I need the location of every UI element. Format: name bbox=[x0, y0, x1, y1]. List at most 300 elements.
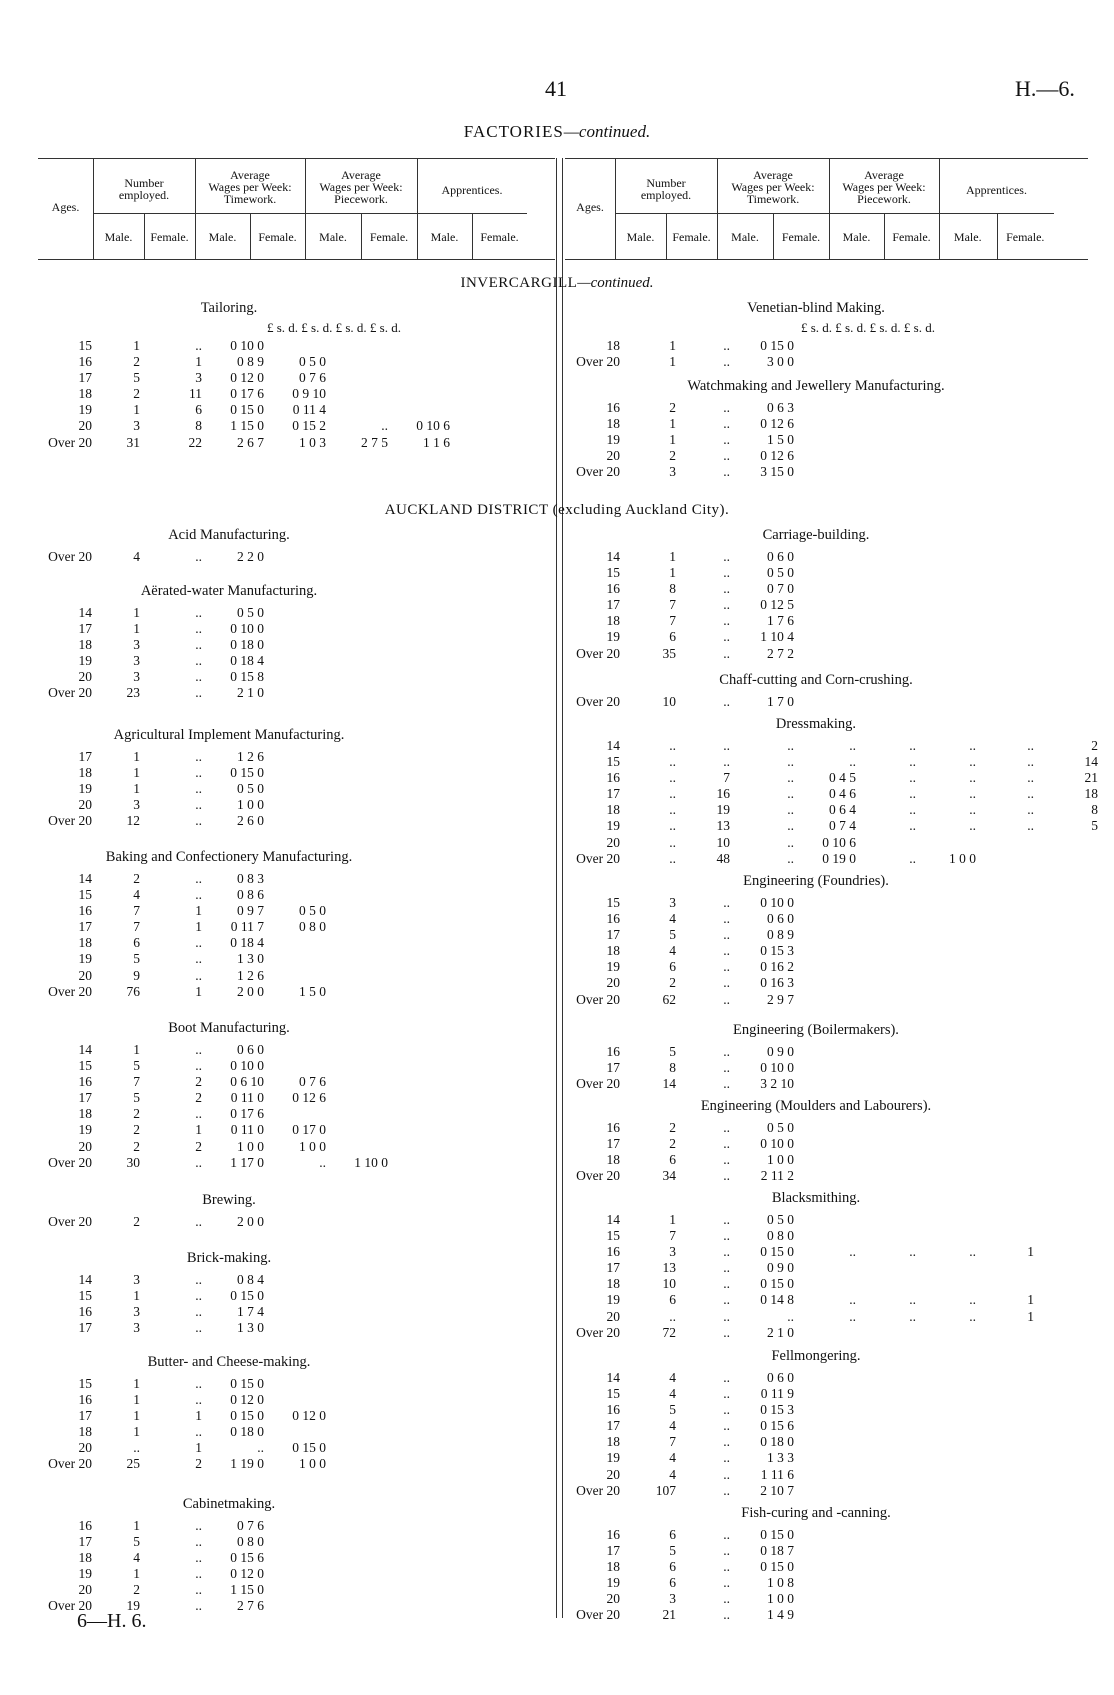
value-cell bbox=[980, 1483, 1038, 1499]
value-cell: 0 8 3 bbox=[237, 871, 264, 886]
industry-title: Fish-curing and -canning. bbox=[741, 1505, 891, 1521]
value-cell bbox=[1038, 1044, 1102, 1060]
value-cell: .. bbox=[849, 738, 856, 753]
value-cell bbox=[330, 1074, 392, 1090]
value-cell: .. bbox=[195, 637, 202, 653]
data-table bbox=[34, 605, 454, 702]
value-cell bbox=[1038, 911, 1102, 927]
age-cell: 19 bbox=[606, 818, 620, 834]
column-header-right bbox=[565, 158, 1088, 260]
value-cell: 4 bbox=[133, 549, 140, 564]
age-cell: 16 bbox=[606, 1527, 620, 1542]
table-row bbox=[568, 400, 1102, 416]
value-cell bbox=[330, 1582, 392, 1598]
value-cell bbox=[392, 386, 454, 402]
auckland-district-heading: AUCKLAND DISTRICT (excluding Auckland City). bbox=[384, 502, 730, 518]
value-cell bbox=[392, 919, 454, 935]
value-cell bbox=[980, 1450, 1038, 1466]
table-row bbox=[568, 1591, 1102, 1607]
female-header: Female. bbox=[480, 230, 519, 244]
table-row bbox=[34, 669, 454, 685]
value-cell bbox=[392, 1392, 454, 1408]
table-row bbox=[34, 1214, 454, 1230]
value-cell: .. bbox=[195, 1518, 202, 1533]
value-cell bbox=[392, 1304, 454, 1320]
value-cell: 2 2 0 bbox=[237, 549, 264, 564]
value-cell: .. bbox=[909, 738, 916, 753]
data-table bbox=[568, 1527, 1102, 1624]
value-cell: 0 16 2 bbox=[760, 959, 794, 975]
value-cell: .. bbox=[669, 818, 676, 834]
value-cell bbox=[920, 581, 980, 597]
value-cell: 8 bbox=[195, 418, 202, 434]
value-cell: 25 bbox=[126, 1456, 140, 1472]
value-cell: 1 7 6 bbox=[767, 613, 794, 629]
industry-title: Tailoring. bbox=[200, 300, 258, 316]
value-cell: .. bbox=[723, 1212, 730, 1227]
value-cell bbox=[980, 1418, 1038, 1434]
value-cell bbox=[920, 694, 980, 710]
data-table bbox=[568, 1370, 1102, 1499]
table-row bbox=[568, 1276, 1102, 1292]
table-row bbox=[34, 1090, 454, 1106]
value-cell: 1 0 0 bbox=[237, 1138, 264, 1154]
value-cell bbox=[980, 1559, 1038, 1575]
value-cell bbox=[920, 959, 980, 975]
value-cell: 0 12 6 bbox=[760, 416, 794, 432]
value-cell: 2 7 6 bbox=[237, 1598, 264, 1614]
value-cell: 6 bbox=[669, 629, 676, 645]
value-cell: .. bbox=[723, 416, 730, 432]
age-cell: 17 bbox=[78, 1320, 92, 1336]
value-cell bbox=[798, 1076, 860, 1092]
value-cell: 3 bbox=[133, 1272, 140, 1287]
value-cell bbox=[920, 613, 980, 629]
value-cell bbox=[980, 549, 1038, 565]
value-cell: .. bbox=[723, 1276, 730, 1292]
table-row bbox=[34, 968, 454, 984]
value-cell bbox=[860, 1402, 920, 1418]
value-cell bbox=[798, 1543, 860, 1559]
value-cell bbox=[392, 549, 454, 565]
table-row bbox=[568, 959, 1102, 975]
age-cell: Over 20 bbox=[576, 850, 620, 866]
value-cell: 0 12 0 bbox=[292, 1408, 326, 1424]
data-table bbox=[34, 871, 454, 1000]
age-cell: 17 bbox=[606, 786, 620, 802]
value-cell bbox=[860, 1260, 920, 1276]
value-cell bbox=[1038, 1607, 1102, 1623]
value-cell: 0 9 10 bbox=[292, 386, 326, 402]
value-cell: .. bbox=[849, 1292, 856, 1308]
value-cell bbox=[392, 1440, 454, 1456]
value-cell: 0 7 6 bbox=[299, 370, 326, 386]
industry-title: Venetian-blind Making. bbox=[747, 300, 885, 316]
value-cell bbox=[1038, 959, 1102, 975]
value-cell: 1 bbox=[1027, 1244, 1034, 1260]
value-cell: 2 bbox=[669, 400, 676, 415]
value-cell: .. bbox=[1027, 802, 1034, 818]
value-cell bbox=[1038, 1325, 1102, 1341]
value-cell bbox=[330, 1122, 392, 1138]
age-cell: 14 bbox=[78, 1042, 92, 1057]
table-row bbox=[568, 1559, 1102, 1575]
value-cell bbox=[392, 797, 454, 813]
value-cell bbox=[392, 813, 454, 829]
value-cell bbox=[860, 943, 920, 959]
value-cell: .. bbox=[195, 685, 202, 701]
value-cell: 1 7 0 bbox=[767, 694, 794, 709]
value-cell: 0 15 0 bbox=[230, 402, 264, 418]
table-row bbox=[34, 797, 454, 813]
value-cell bbox=[980, 1044, 1038, 1060]
table-row bbox=[568, 835, 1102, 851]
value-cell bbox=[980, 1060, 1038, 1076]
value-cell: 0 18 4 bbox=[230, 935, 264, 951]
value-cell bbox=[268, 887, 330, 903]
value-cell bbox=[330, 1288, 392, 1304]
table-row bbox=[34, 1155, 454, 1171]
female-header: Female. bbox=[892, 230, 931, 244]
value-cell bbox=[330, 1106, 392, 1122]
value-cell: 1 bbox=[195, 983, 202, 999]
value-cell: .. bbox=[669, 850, 676, 866]
table-row bbox=[568, 1260, 1102, 1276]
value-cell bbox=[392, 1456, 454, 1472]
value-cell bbox=[860, 1450, 920, 1466]
value-cell bbox=[1038, 1575, 1102, 1591]
age-cell: 18 bbox=[78, 1424, 92, 1440]
value-cell: .. bbox=[195, 1272, 202, 1287]
value-cell: .. bbox=[195, 1598, 202, 1614]
value-cell: .. bbox=[723, 1386, 730, 1402]
value-cell bbox=[798, 927, 860, 943]
value-cell bbox=[920, 1386, 980, 1402]
value-cell: .. bbox=[319, 1154, 326, 1170]
table-row bbox=[34, 637, 454, 653]
data-table bbox=[34, 549, 454, 565]
value-cell: .. bbox=[723, 1466, 730, 1482]
age-cell: 17 bbox=[606, 1136, 620, 1152]
age-cell: 17 bbox=[606, 597, 620, 613]
table-row bbox=[34, 685, 454, 701]
value-cell: 1 0 0 bbox=[237, 797, 264, 813]
age-cell: 18 bbox=[606, 1559, 620, 1575]
value-cell: 1 0 0 bbox=[767, 1152, 794, 1168]
value-cell: 0 15 0 bbox=[292, 1440, 326, 1456]
value-cell bbox=[392, 1424, 454, 1440]
age-cell: 16 bbox=[606, 581, 620, 597]
age-cell: 16 bbox=[78, 354, 92, 370]
table-row bbox=[568, 1120, 1102, 1136]
value-cell bbox=[920, 1136, 980, 1152]
value-cell: .. bbox=[195, 669, 202, 685]
table-row bbox=[568, 581, 1102, 597]
value-cell bbox=[798, 959, 860, 975]
value-cell: 1 1 6 bbox=[423, 434, 450, 450]
value-cell: .. bbox=[723, 1168, 730, 1184]
value-cell: .. bbox=[723, 1450, 730, 1466]
data-table bbox=[568, 549, 1102, 662]
male-header: Male. bbox=[104, 230, 133, 244]
value-cell bbox=[1038, 851, 1102, 867]
data-table bbox=[568, 1120, 1102, 1184]
age-cell: 20 bbox=[606, 975, 620, 991]
age-cell: 15 bbox=[606, 565, 620, 581]
value-cell bbox=[392, 354, 454, 370]
table-row bbox=[568, 1152, 1102, 1168]
value-cell bbox=[920, 1120, 980, 1136]
value-cell: 1 3 0 bbox=[237, 951, 264, 967]
value-cell: .. bbox=[133, 1440, 140, 1456]
value-cell bbox=[1038, 1076, 1102, 1092]
value-cell: .. bbox=[723, 1308, 730, 1324]
column-divider bbox=[556, 158, 563, 1618]
value-cell: .. bbox=[195, 549, 202, 564]
value-cell bbox=[392, 781, 454, 797]
value-cell bbox=[1038, 1152, 1102, 1168]
value-cell bbox=[268, 1534, 330, 1550]
value-cell bbox=[268, 669, 330, 685]
value-cell bbox=[860, 1228, 920, 1244]
value-cell bbox=[860, 597, 920, 613]
value-cell: .. bbox=[909, 1244, 916, 1260]
age-cell: 18 bbox=[78, 765, 92, 781]
data-table bbox=[34, 1042, 454, 1171]
value-cell bbox=[330, 1139, 392, 1155]
value-cell bbox=[980, 629, 1038, 645]
value-cell bbox=[330, 354, 392, 370]
table-row bbox=[34, 1272, 454, 1288]
value-cell bbox=[980, 1212, 1038, 1228]
value-cell: .. bbox=[195, 1550, 202, 1566]
table-row bbox=[568, 851, 1102, 867]
age-cell: 14 bbox=[606, 1370, 620, 1385]
value-cell: .. bbox=[195, 621, 202, 637]
value-cell: 0 4 6 bbox=[829, 786, 856, 802]
value-cell: .. bbox=[723, 694, 730, 709]
table-row bbox=[34, 871, 454, 887]
table-row bbox=[568, 1244, 1102, 1260]
age-cell: 15 bbox=[78, 1058, 92, 1074]
age-cell: 18 bbox=[78, 1550, 92, 1566]
age-cell: 19 bbox=[606, 1575, 620, 1591]
value-cell: 5 bbox=[133, 370, 140, 386]
table-row bbox=[34, 1582, 454, 1598]
table-row bbox=[34, 1456, 454, 1472]
value-cell: 1 bbox=[1027, 1308, 1034, 1324]
table-row bbox=[568, 549, 1102, 565]
value-cell bbox=[330, 1320, 392, 1336]
currency-header: £ s. d. £ s. d. £ s. d. £ s. d. bbox=[801, 320, 935, 335]
value-cell bbox=[980, 581, 1038, 597]
table-row bbox=[34, 813, 454, 829]
table-row bbox=[34, 1122, 454, 1138]
value-cell: 0 6 0 bbox=[767, 1370, 794, 1385]
value-cell bbox=[1038, 432, 1102, 448]
value-cell bbox=[330, 887, 392, 903]
value-cell: 1 bbox=[133, 1042, 140, 1057]
value-cell: 1 bbox=[133, 605, 140, 620]
data-table bbox=[568, 694, 1102, 710]
table-row bbox=[568, 927, 1102, 943]
age-cell: 16 bbox=[606, 1044, 620, 1059]
value-cell: 3 0 0 bbox=[767, 354, 794, 370]
table-row bbox=[34, 903, 454, 919]
value-cell: .. bbox=[723, 645, 730, 661]
age-cell: 19 bbox=[78, 653, 92, 669]
data-table bbox=[568, 1044, 1102, 1092]
value-cell bbox=[1038, 1543, 1102, 1559]
value-cell bbox=[1038, 1168, 1102, 1184]
value-cell bbox=[330, 1090, 392, 1106]
table-row bbox=[568, 1370, 1102, 1386]
age-cell: 15 bbox=[606, 1228, 620, 1244]
value-cell bbox=[1038, 1309, 1102, 1325]
age-cell: Over 20 bbox=[48, 1456, 92, 1472]
value-cell: 0 15 0 bbox=[230, 1376, 264, 1391]
age-cell: 20 bbox=[78, 967, 92, 983]
value-cell bbox=[798, 1228, 860, 1244]
value-cell: 5 bbox=[1091, 818, 1098, 834]
value-cell: 8 bbox=[669, 581, 676, 597]
age-cell: 20 bbox=[78, 1440, 92, 1456]
value-cell bbox=[980, 1120, 1038, 1136]
value-cell: 19 bbox=[716, 802, 730, 818]
value-cell: 13 bbox=[716, 818, 730, 834]
age-cell: 15 bbox=[606, 1386, 620, 1402]
industry-title: Watchmaking and Jewellery Manufacturing. bbox=[687, 378, 945, 394]
value-cell: 0 15 6 bbox=[230, 1550, 264, 1566]
value-cell: .. bbox=[195, 1424, 202, 1440]
value-cell: 0 8 6 bbox=[237, 887, 264, 903]
value-cell: 1 bbox=[195, 354, 202, 370]
value-cell: 16 bbox=[716, 786, 730, 802]
value-cell: 3 bbox=[669, 464, 676, 480]
value-cell: .. bbox=[969, 770, 976, 786]
value-cell: 1 bbox=[133, 765, 140, 781]
value-cell: .. bbox=[969, 738, 976, 753]
value-cell: 3 bbox=[669, 895, 676, 910]
value-cell bbox=[798, 1276, 860, 1292]
value-cell bbox=[1038, 1527, 1102, 1543]
value-cell bbox=[798, 975, 860, 991]
value-cell: .. bbox=[669, 1308, 676, 1324]
value-cell: .. bbox=[195, 1320, 202, 1336]
age-cell: Over 20 bbox=[576, 1482, 620, 1498]
age-cell: 18 bbox=[606, 338, 620, 353]
table-row bbox=[568, 992, 1102, 1008]
value-cell bbox=[392, 1272, 454, 1288]
value-cell bbox=[920, 927, 980, 943]
value-cell: 1 2 6 bbox=[237, 967, 264, 983]
value-cell: .. bbox=[195, 813, 202, 829]
value-cell: 21 bbox=[662, 1607, 676, 1623]
value-cell: .. bbox=[723, 1324, 730, 1340]
value-cell: .. bbox=[195, 1106, 202, 1122]
value-cell bbox=[860, 694, 920, 710]
value-cell bbox=[392, 637, 454, 653]
table-row bbox=[568, 911, 1102, 927]
age-cell: 15 bbox=[606, 895, 620, 910]
value-cell: 8 bbox=[669, 1060, 676, 1076]
value-cell: 19 bbox=[126, 1598, 140, 1614]
value-cell: .. bbox=[909, 802, 916, 818]
value-cell bbox=[920, 1152, 980, 1168]
value-cell: 2 bbox=[133, 354, 140, 370]
age-cell: 14 bbox=[78, 871, 92, 886]
value-cell: .. bbox=[723, 581, 730, 597]
value-cell bbox=[330, 669, 392, 685]
value-cell bbox=[798, 1168, 860, 1184]
value-cell bbox=[980, 1370, 1038, 1386]
industry-title: Engineering (Moulders and Labourers). bbox=[700, 1098, 932, 1114]
value-cell: .. bbox=[1027, 738, 1034, 753]
value-cell bbox=[1038, 646, 1102, 662]
table-row bbox=[34, 338, 454, 354]
age-cell: 19 bbox=[78, 1122, 92, 1138]
value-cell bbox=[920, 1559, 980, 1575]
value-cell: 2 7 2 bbox=[767, 645, 794, 661]
value-cell bbox=[860, 1575, 920, 1591]
value-cell: .. bbox=[849, 754, 856, 770]
value-cell: 0 15 0 bbox=[230, 765, 264, 781]
value-cell: 0 5 0 bbox=[237, 605, 264, 620]
value-cell bbox=[798, 581, 860, 597]
table-row bbox=[568, 432, 1102, 448]
value-cell bbox=[798, 1044, 860, 1060]
value-cell: 72 bbox=[662, 1324, 676, 1340]
industry-title: Engineering (Boilermakers). bbox=[733, 1022, 899, 1038]
value-cell: 0 9 0 bbox=[767, 1044, 794, 1059]
age-cell: 18 bbox=[606, 1434, 620, 1450]
value-cell bbox=[330, 1424, 392, 1440]
value-cell: 5 bbox=[133, 1058, 140, 1074]
value-cell bbox=[268, 1518, 330, 1534]
value-cell: 1 bbox=[669, 565, 676, 581]
value-cell bbox=[330, 1534, 392, 1550]
value-cell bbox=[860, 565, 920, 581]
value-cell bbox=[1038, 1434, 1102, 1450]
value-cell: .. bbox=[257, 1440, 264, 1456]
value-cell: .. bbox=[1027, 818, 1034, 834]
value-cell: 2 bbox=[669, 1120, 676, 1135]
value-cell bbox=[392, 621, 454, 637]
value-cell bbox=[980, 1575, 1038, 1591]
table-row bbox=[568, 1309, 1102, 1325]
table-row bbox=[34, 1566, 454, 1582]
value-cell bbox=[798, 1060, 860, 1076]
table-row bbox=[34, 1534, 454, 1550]
value-cell bbox=[920, 1527, 980, 1543]
table-row bbox=[34, 1408, 454, 1424]
data-table bbox=[568, 895, 1102, 1008]
value-cell bbox=[920, 1370, 980, 1386]
value-cell: 0 12 6 bbox=[292, 1090, 326, 1106]
age-cell: 14 bbox=[606, 1212, 620, 1227]
value-cell: .. bbox=[195, 338, 202, 353]
table-row bbox=[568, 1467, 1102, 1483]
value-cell bbox=[980, 1402, 1038, 1418]
value-cell bbox=[980, 911, 1038, 927]
value-cell bbox=[1038, 629, 1102, 645]
value-cell bbox=[798, 895, 860, 911]
value-cell bbox=[1038, 1260, 1102, 1276]
value-cell bbox=[980, 992, 1038, 1008]
industry-title: Blacksmithing. bbox=[771, 1190, 861, 1206]
value-cell bbox=[980, 927, 1038, 943]
table-row bbox=[568, 1325, 1102, 1341]
